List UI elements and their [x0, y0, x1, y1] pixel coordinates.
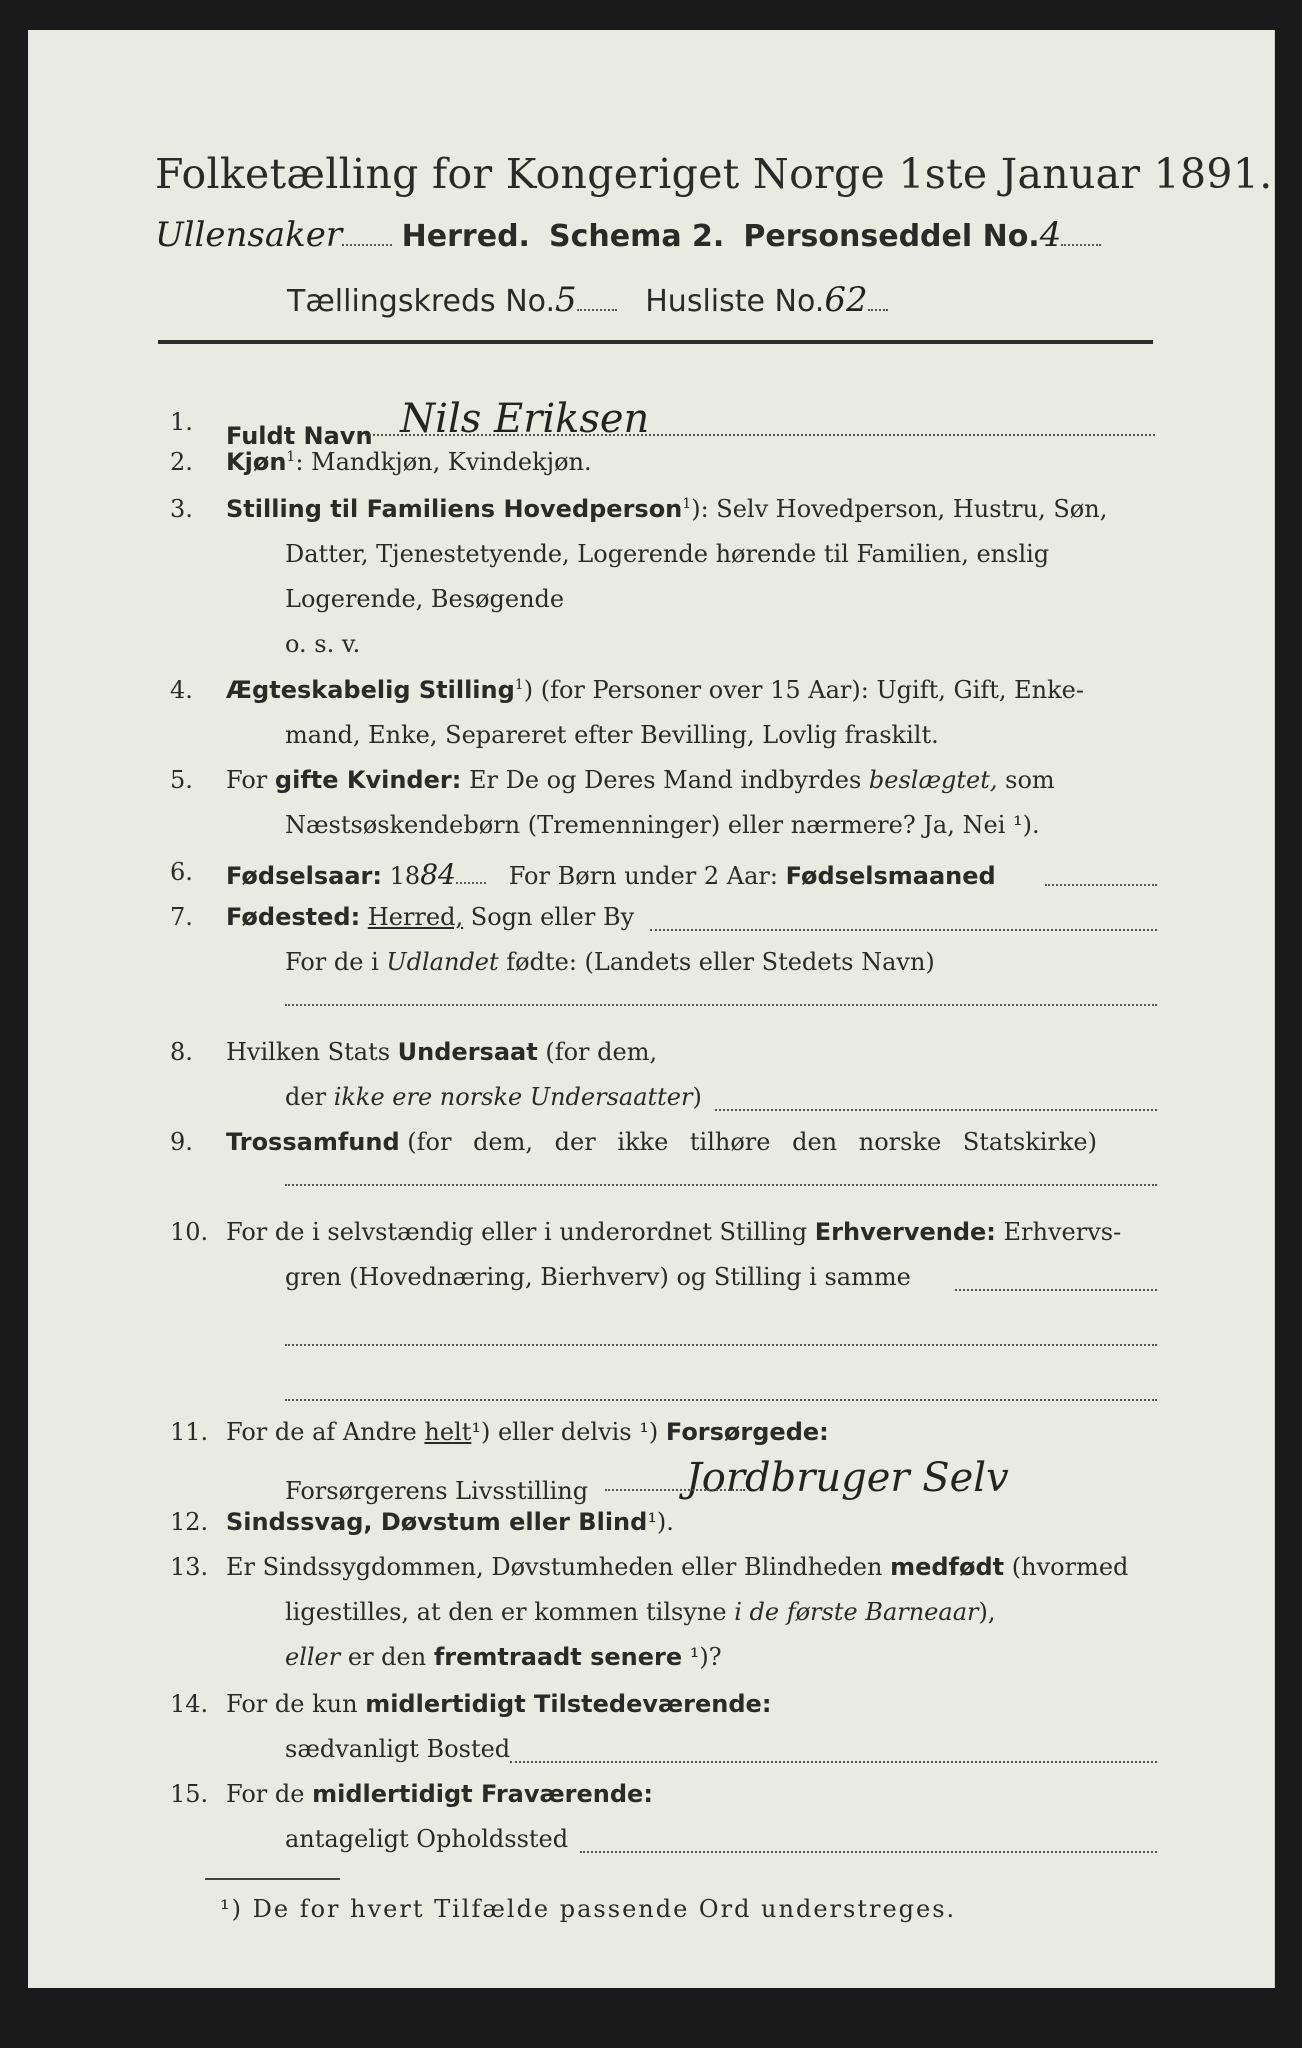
dotted-line — [650, 928, 1157, 931]
item-number: 3. — [170, 495, 193, 523]
supported-label: Forsørgede: — [665, 1418, 829, 1446]
citizenship-foreign: ikke ere norske Undersaatter — [333, 1083, 693, 1111]
birthplace-text: Sogn eller By — [470, 903, 635, 931]
husliste-value: 62 — [824, 280, 868, 320]
item-birth-year — [226, 858, 996, 891]
item-number: 12. — [170, 1508, 209, 1536]
supported-delvis: ¹) eller delvis ¹) — [471, 1418, 659, 1446]
marital-status-line-1: ) (for Personer over 15 Aar): Ugift, Gift, Enke- — [523, 676, 1084, 704]
item-married-women — [226, 766, 1055, 794]
item-occupation — [226, 1218, 1121, 1246]
religion-text: (for dem, der ikke tilhøre den norske Statskirke) — [407, 1128, 1097, 1156]
temporary-absent-label: midlertidigt Fraværende: — [312, 1780, 653, 1808]
religion-label: Trossamfund — [226, 1128, 400, 1156]
dotted-line — [1045, 883, 1157, 886]
citizenship-label: Undersaat — [397, 1038, 538, 1066]
married-women-related: beslægtet, — [868, 766, 998, 794]
item-number: 8. — [170, 1038, 193, 1066]
item-number: 10. — [170, 1218, 209, 1246]
personseddel-value: 4 — [1039, 215, 1062, 255]
item-number: 6. — [170, 858, 193, 886]
supported-helt: helt — [424, 1418, 472, 1446]
supporter-occupation — [285, 1455, 1009, 1509]
item-temporary-absent — [226, 1780, 653, 1808]
item-number: 7. — [170, 903, 193, 931]
dotted-line — [605, 1488, 745, 1491]
dotted-line — [285, 1343, 1157, 1346]
husliste-label: Husliste No. — [645, 284, 825, 319]
temporary-present-label: midlertidigt Tilstedeværende: — [365, 1690, 772, 1718]
congenital-childhood: i de første Barneaar — [734, 1598, 979, 1626]
temporary-absent-pre: For de — [226, 1780, 305, 1808]
schema-label: Schema 2. — [549, 219, 725, 254]
form-title: Folketælling for Kongeriget Norge 1ste Januar 1891. — [155, 150, 1273, 198]
footnote-ref: ¹). — [647, 1508, 674, 1536]
item-temporary-present — [226, 1690, 771, 1718]
birthplace-foreign-text: fødte: (Landets eller Stedets Navn) — [506, 948, 935, 976]
item-number: 13. — [170, 1553, 209, 1581]
dotted-line — [365, 433, 1155, 436]
congenital-line-3 — [285, 1643, 722, 1671]
full-name-value: Nils Eriksen — [400, 396, 650, 442]
occupation-pre: For de i selvstændig eller i underordnet Stilling — [226, 1218, 808, 1246]
family-position-line-4: o. s. v. — [285, 630, 361, 658]
birthplace-label: Fødested: — [226, 903, 361, 931]
sex-options: : Mandkjøn, Kvindekjøn. — [295, 448, 592, 476]
marital-status-line-2: mand, Enke, Separeret efter Bevilling, Lovlig fraskilt. — [285, 721, 939, 749]
birth-year-label: Fødselsaar: — [226, 862, 382, 890]
family-position-line-2: Datter, Tjenestetyende, Logerende hørende til Familien, enslig — [285, 540, 1050, 568]
birth-month-text: For Børn under 2 Aar: — [508, 862, 778, 890]
item-number: 14. — [170, 1690, 209, 1718]
congenital-text: (hvormed — [1011, 1553, 1129, 1581]
congenital-line2-text: ligestilles, at den er kommen tilsyne — [285, 1598, 727, 1626]
marital-status-label: Ægteskabelig Stilling — [226, 676, 515, 704]
footnote-ref: 1 — [514, 677, 524, 693]
citizenship-der: der — [285, 1083, 327, 1111]
occupation-line-2: gren (Hovednæring, Bierhverv) og Stilling i samme — [285, 1263, 911, 1291]
married-women-line-2: Næstsøskendebørn (Tremenninger) eller nærmere? Ja, Nei ¹). — [285, 811, 1040, 839]
married-women-pre: For — [226, 766, 268, 794]
item-family-position — [226, 495, 1107, 523]
item-number: 9. — [170, 1128, 193, 1156]
citizenship-close: ) — [692, 1083, 702, 1111]
taellingskreds-value: 5 — [555, 280, 577, 320]
item-marital-status — [226, 676, 1084, 704]
congenital-line-2: ligestilles, at den er kommen tilsyne i de første Barneaar), — [285, 1598, 996, 1626]
item-citizenship — [226, 1038, 657, 1066]
personseddel-label: Personseddel No. — [743, 219, 1040, 254]
item-disability — [226, 1508, 674, 1536]
item-number: 11. — [170, 1418, 209, 1446]
footnote-ref: 1 — [286, 449, 296, 465]
married-women-text: Er De og Deres Mand indbyrdes — [468, 766, 862, 794]
family-position-line-3: Logerende, Besøgende — [285, 585, 565, 613]
dotted-line — [285, 1398, 1157, 1401]
supporter-occupation-label: Forsørgerens Livsstilling — [285, 1477, 589, 1505]
birth-year-value: 84 — [420, 858, 456, 891]
birthplace-foreign-udlandet: Udlandet — [386, 948, 499, 976]
taellingskreds-label: Tællingskreds No. — [287, 284, 555, 319]
citizenship-pre: Hvilken Stats — [226, 1038, 391, 1066]
item-supported — [226, 1418, 829, 1446]
birth-year-prefix: 18 — [389, 862, 421, 890]
footnote-ref: ¹)? — [689, 1643, 722, 1671]
family-position-label: Stilling til Familiens Hovedperson — [226, 495, 683, 523]
item-religion — [226, 1128, 1097, 1156]
congenital-er-den: er den — [347, 1643, 427, 1671]
birthplace-herred: Herred, — [367, 903, 464, 931]
birthplace-foreign — [285, 948, 935, 976]
supporter-occupation-value: Jordbruger Selv — [685, 1455, 1009, 1501]
dotted-line — [285, 1183, 1157, 1186]
supported-pre: For de af Andre — [226, 1418, 417, 1446]
herred-value: Ullensaker — [155, 215, 343, 255]
footnote-ref: 1 — [682, 496, 692, 512]
congenital-later: fremtraadt senere — [433, 1643, 683, 1671]
temporary-present-pre: For de kun — [226, 1690, 358, 1718]
usual-residence-label: sædvanligt Bosted — [285, 1735, 511, 1763]
probable-residence-label: antageligt Opholdssted — [285, 1825, 569, 1853]
full-name-label: Fuldt Navn — [226, 422, 373, 450]
disability-label: Sindssvag, Døvstum eller Blind — [226, 1508, 648, 1536]
occupation-text: Erhvervs- — [1003, 1218, 1122, 1246]
dotted-line — [285, 1003, 1157, 1006]
sex-label: Kjøn — [226, 448, 287, 476]
header-line-1 — [155, 215, 1101, 255]
family-position-line-1: ): Selv Hovedperson, Hustru, Søn, — [691, 495, 1108, 523]
footnote: ¹) De for hvert Tilfælde passende Ord understreges. — [220, 1895, 957, 1923]
married-women-label: gifte Kvinder: — [274, 766, 462, 794]
dotted-line — [955, 1288, 1157, 1291]
citizenship-text: (for dem, — [545, 1038, 658, 1066]
dotted-line — [715, 1108, 1157, 1111]
item-number: 2. — [170, 448, 193, 476]
birth-month-label: Fødselsmaaned — [785, 862, 996, 890]
citizenship-line-2 — [285, 1083, 702, 1111]
item-birthplace — [226, 903, 634, 931]
birthplace-foreign-pre: For de i — [285, 948, 379, 976]
married-women-som: som — [1005, 766, 1055, 794]
item-number: 4. — [170, 676, 193, 704]
item-sex — [226, 448, 592, 476]
item-congenital — [226, 1553, 1128, 1581]
item-number: 15. — [170, 1780, 209, 1808]
item-number: 1. — [170, 408, 193, 436]
congenital-pre: Er Sindssygdommen, Døvstumheden eller Blindheden — [226, 1553, 883, 1581]
congenital-eller: eller — [285, 1643, 341, 1671]
item-number: 5. — [170, 766, 193, 794]
header-line-2 — [287, 280, 888, 320]
herred-label: Herred. — [401, 219, 530, 254]
dotted-line — [580, 1850, 1157, 1853]
footnote-rule — [205, 1878, 340, 1880]
occupation-label: Erhvervende: — [814, 1218, 996, 1246]
congenital-label: medfødt — [890, 1553, 1005, 1581]
header-rule — [158, 340, 1153, 344]
dotted-line — [510, 1760, 1157, 1763]
